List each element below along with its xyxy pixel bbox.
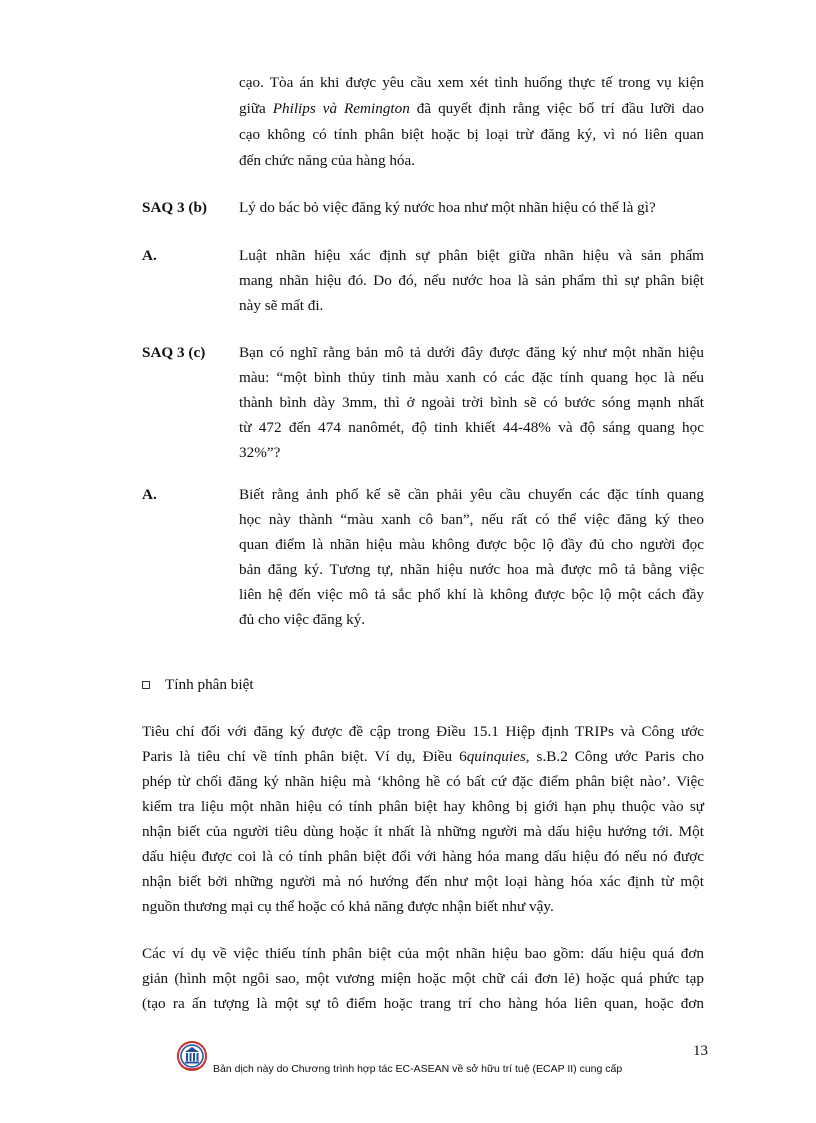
saq-question-line: 32%”?: [239, 444, 281, 461]
answer-label: A.: [142, 486, 157, 503]
bullet-square-icon: [142, 681, 150, 689]
paragraph-line: giản (hình một ngôi sao, một vương miện hoặc một chữ cái đơn lẻ) hoặc quá phức tạp: [142, 970, 704, 987]
answer-line: đủ cho việc đăng ký.: [239, 611, 366, 628]
case-name: Philips và Remington: [272, 100, 410, 117]
paragraph-line: nhận biết của người tiêu dùng hoặc ít nhất là những người mà dấu hiệu hướng tới. Một: [142, 823, 704, 840]
ecap-logo-icon: [176, 1040, 208, 1072]
paragraph-line: [142, 747, 704, 767]
section-heading: Tính phân biệt: [165, 676, 254, 693]
answer-line: Biết rằng ảnh phổ kế sẽ cần phải yêu cầu chuyển các đặc tính quang: [239, 486, 704, 503]
paragraph-line: Tiêu chí đối với đăng ký được đề cập trong Điều 15.1 Hiệp định TRIPs và Công ước: [142, 723, 704, 740]
paragraph-line: cạo. Tòa án khi được yêu cầu xem xét tình huống thực tế trong vụ kiện: [239, 74, 704, 91]
answer-line: quan điểm là nhãn hiệu màu không được bộc lộ đầy đủ cho người đọc: [239, 536, 704, 553]
page-number: 13: [693, 1043, 708, 1059]
answer-line: học này thành “màu xanh cô ban”, nếu rất có thể việc đăng ký theo: [239, 511, 704, 528]
italic-term: quinquies: [466, 748, 526, 765]
paragraph-line: [239, 99, 704, 119]
paragraph-line: nhận biết bởi những người mà nó hướng đến như một loại hàng hóa xác định từ một: [142, 873, 704, 890]
saq-label: SAQ 3 (c): [142, 344, 206, 361]
text-run: giữa: [239, 100, 273, 117]
paragraph-line: phép từ chối đăng ký nhãn hiệu mà ‘không hề có bất cứ đặc điểm phân biệt nào’. Việc: [142, 773, 704, 790]
answer-line: này sẽ mất đi.: [239, 297, 324, 314]
text-run: đã quyết định rằng việc bố trí đầu lưỡi dao: [409, 100, 705, 117]
paragraph-line: kiểm tra liệu một nhãn hiệu có tính phân biệt hay không bị giới hạn phụ thuộc vào sự: [142, 798, 704, 815]
paragraph-line: nguồn thương mại cụ thể hoặc có khả năng được nhận biết như vậy.: [142, 898, 554, 915]
text-run: , s.B.2 Công ước Paris cho: [525, 748, 704, 765]
footer-credit: Bản dịch này do Chương trình hợp tác EC-ASEAN về sở hữu trí tuệ (ECAP II) cung cấp: [213, 1063, 623, 1075]
answer-line: bản đăng ký. Tương tự, nhãn hiệu nước hoa mà được mô tả bằng việc: [239, 561, 704, 578]
saq-question-line: màu: “một bình thủy tinh màu xanh có các đặc tính quang học là nếu: [239, 369, 704, 386]
answer-label: A.: [142, 247, 157, 264]
answer-line: Luật nhãn hiệu xác định sự phân biệt giữa nhãn hiệu và sản phẩm: [239, 247, 704, 264]
paragraph-line: Các ví dụ về việc thiếu tính phân biệt của một nhãn hiệu bao gồm: dấu hiệu quá đơn: [142, 945, 704, 962]
saq-question-line: thành bình dày 3mm, thì ở ngoài trời bình sẽ có bước sóng mạnh nhất: [239, 394, 704, 411]
paragraph-line: dấu hiệu được coi là có tính phân biệt đối với hàng hóa mang dấu hiệu đó nếu nó được: [142, 848, 704, 865]
saq-question-line: từ 472 đến 474 nanômét, độ tinh khiết 44-48% và độ sáng quang học: [239, 419, 704, 436]
text-run: Paris là tiêu chí về tính phân biệt. Ví dụ, Điều 6: [142, 748, 467, 765]
paragraph-line: (tạo ra ấn tượng là một sự tô điểm hoặc trang trí cho hàng hóa liên quan, hoặc đơn: [142, 995, 704, 1012]
paragraph-line: đến chức năng của hàng hóa.: [239, 152, 416, 169]
paragraph-line: cạo không có tính phân biệt hoặc bị loại trừ đăng ký, vì nó liên quan: [239, 126, 704, 143]
saq-question: Lý do bác bỏ việc đăng ký nước hoa như một nhãn hiệu có thể là gì?: [239, 199, 656, 216]
saq-question-line: Bạn có nghĩ rằng bản mô tả dưới đây được đăng ký như một nhãn hiệu: [239, 344, 704, 361]
answer-line: liên hệ đến việc mô tả sắc phổ khí là không được bộc lộ một cách đầy: [239, 586, 704, 603]
answer-line: mang nhãn hiệu đó. Do đó, nếu nước hoa là sản phẩm thì sự phân biệt: [239, 272, 704, 289]
saq-label: SAQ 3 (b): [142, 199, 207, 216]
